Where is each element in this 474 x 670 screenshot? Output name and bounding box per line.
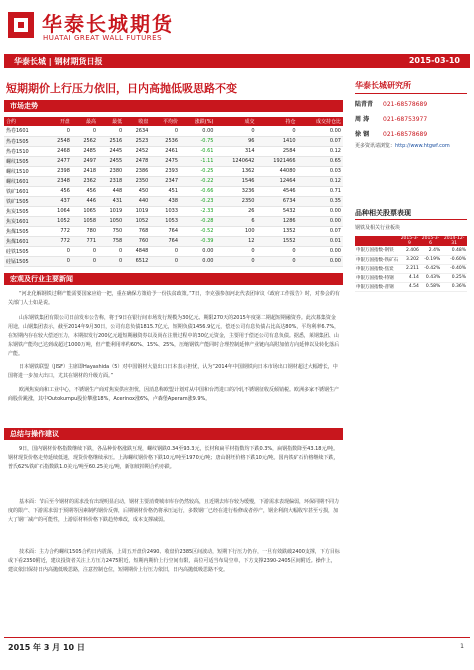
- table-cell: 2468: [46, 146, 72, 156]
- table-cell: 2.4%: [420, 246, 441, 255]
- table-cell: 437: [46, 196, 72, 206]
- column-header: 2015-3-6: [421, 236, 440, 246]
- contact-3: [355, 129, 427, 138]
- table-cell: 2348: [46, 176, 72, 186]
- table-cell: 3.202: [399, 255, 420, 264]
- table-cell: 1064: [46, 206, 72, 216]
- table-cell: 12: [215, 236, 256, 246]
- table-cell: 2418: [72, 166, 98, 176]
- contact-phone: 021-68753977: [383, 116, 428, 123]
- column-header: 2015-3-9: [400, 236, 419, 246]
- footer-divider: [4, 637, 470, 638]
- table-cell: 2475: [150, 156, 180, 166]
- more-label: 更多资讯请浏览：: [355, 143, 396, 149]
- table-cell: 2393: [150, 166, 180, 176]
- table-cell: 2398: [46, 166, 72, 176]
- stocks-table: [355, 236, 467, 292]
- table-cell: 2634: [124, 126, 150, 136]
- table-cell: -0.28: [180, 216, 215, 226]
- table-cell: 44080: [257, 166, 298, 176]
- table-cell: 0.07: [298, 226, 343, 236]
- table-cell: 0.00: [298, 256, 343, 266]
- stocks-subtitle: 钢铁及相关行业板块: [355, 225, 401, 231]
- table-cell: 1352: [257, 226, 298, 236]
- table-cell: 2548: [46, 136, 72, 146]
- section-summary: 总结与操作建议: [4, 428, 343, 440]
- table-cell: 1552: [257, 236, 298, 246]
- table-cell: 780: [72, 226, 98, 236]
- table-cell: 0: [72, 126, 98, 136]
- table-cell: 0.00: [180, 126, 215, 136]
- contact-name: 徐 钢: [355, 131, 370, 138]
- table-cell: 6512: [124, 256, 150, 266]
- table-cell: 0.43%: [420, 273, 441, 282]
- table-cell: 448: [98, 186, 124, 196]
- news-paragraph-4: 欧洲焦炭商和工业中心，不锈钢生产商对焦炭供应担忧，因消息称欧盟计划对从中国和台湾进口的冷轧不锈钢征收反倾销税。欧洲多家不锈钢生产商股价跳涨，其中Outokumpu股价攀涨18%，Acerinox涨6%，卢森堡Aperam涨9.9%。: [8, 387, 340, 402]
- table-cell: -0.75: [180, 136, 215, 146]
- table-cell: 2350: [215, 196, 256, 206]
- table-cell: -0.66: [180, 186, 215, 196]
- table-cell: 热卷1510: [4, 146, 46, 156]
- table-cell: 0.58%: [420, 282, 441, 291]
- table-cell: 451: [150, 186, 180, 196]
- table-cell: 1286: [257, 216, 298, 226]
- table-cell: -1.11: [180, 156, 215, 166]
- table-row: [4, 236, 343, 246]
- column-header: 最低: [98, 117, 124, 126]
- contact-1: [355, 99, 427, 108]
- table-cell: 0.00: [298, 246, 343, 256]
- table-row: [4, 156, 343, 166]
- table-cell: 0.03: [298, 166, 343, 176]
- table-row: [4, 256, 343, 266]
- table-cell: 0.00: [298, 206, 343, 216]
- table-cell: 456: [72, 186, 98, 196]
- contact-phone: 021-68578689: [383, 101, 428, 108]
- table-cell: 申银万国指数-特钢: [355, 273, 399, 282]
- table-cell: 3236: [215, 186, 256, 196]
- table-cell: 螺纹1510: [4, 166, 46, 176]
- table-cell: 焦炭1505: [4, 206, 46, 216]
- website-link[interactable]: http://www.htgwf.com: [395, 143, 450, 149]
- table-cell: 0: [46, 256, 72, 266]
- table-cell: 1410: [257, 136, 298, 146]
- column-header: 开盘: [46, 117, 72, 126]
- divider: [355, 93, 467, 94]
- table-cell: 2.406: [399, 246, 420, 255]
- table-cell: 2380: [98, 166, 124, 176]
- table-cell: 0: [257, 126, 298, 136]
- table-cell: 1050: [98, 216, 124, 226]
- table-cell: 2452: [124, 146, 150, 156]
- table-cell: 2350: [124, 176, 150, 186]
- table-cell: 硅铁1505: [4, 246, 46, 256]
- table-row: [4, 176, 343, 186]
- table-cell: 1053: [150, 216, 180, 226]
- table-cell: 0: [257, 246, 298, 256]
- brand-name-cn: 华泰长城期货: [42, 12, 174, 36]
- table-cell: 450: [124, 186, 150, 196]
- table-row: [355, 246, 467, 255]
- table-cell: 螺纹1505: [4, 156, 46, 166]
- table-cell: 0: [215, 246, 256, 256]
- table-cell: 456: [46, 186, 72, 196]
- table-cell: -2.33: [180, 206, 215, 216]
- table-cell: 768: [124, 226, 150, 236]
- column-header: 涨跌(%): [180, 117, 215, 126]
- section-market: 市场走势: [4, 100, 343, 112]
- column-header: 合约: [4, 117, 46, 126]
- table-cell: 2347: [150, 176, 180, 186]
- table-cell: 2461: [150, 146, 180, 156]
- table-cell: 4.14: [399, 273, 420, 282]
- table-cell: 0.36%: [441, 282, 467, 291]
- table-cell: 0.25%: [441, 273, 467, 282]
- table-cell: 0: [72, 256, 98, 266]
- table-cell: 2478: [124, 156, 150, 166]
- table-cell: 1019: [98, 206, 124, 216]
- summary-paragraph-3: 技术面：主力合约螺纹1505合约日内震荡，上周五开盘价2490、收盘价2385区间波动，短期下行压力仍存，一旦有效跌破2400支撑，下方目标或下看2350附近，建议投资者关注上方压力2475附近，短期内期价上行空间有限，高位可适当布局空单，下方支撑2390-2405区间附近。操作上，建议依旧保持日内高抛低吸思路，注意控制仓位，短期期价上行压力依旧，日内高抛低吸思路不变。: [8, 549, 340, 573]
- table-cell: 760: [124, 236, 150, 246]
- table-cell: 750: [98, 226, 124, 236]
- table-cell: 1065: [72, 206, 98, 216]
- table-row: [4, 146, 343, 156]
- table-cell: 螺纹1601: [4, 176, 46, 186]
- page-number: 1: [460, 643, 464, 650]
- table-cell: 0: [46, 246, 72, 256]
- table-cell: 2584: [257, 146, 298, 156]
- more-info: [355, 142, 450, 149]
- company-logo-icon: [8, 12, 34, 38]
- column-header: 2014-12-31: [441, 236, 467, 246]
- table-cell: 0.00: [180, 256, 215, 266]
- table-cell: 0: [46, 126, 72, 136]
- column-header: 最高: [72, 117, 98, 126]
- table-cell: 0.35: [298, 196, 343, 206]
- table-cell: 0: [98, 126, 124, 136]
- table-cell: 1362: [215, 166, 256, 176]
- table-cell: 2362: [72, 176, 98, 186]
- table-cell: 0: [215, 126, 256, 136]
- table-cell: 2536: [150, 136, 180, 146]
- report-header: [0, 0, 474, 52]
- table-cell: 0: [98, 246, 124, 256]
- table-cell: 758: [98, 236, 124, 246]
- report-date: 2015-03-10: [408, 56, 460, 65]
- table-cell: 硅锰1505: [4, 256, 46, 266]
- section-news: 宏观及行业主要新闻: [4, 273, 343, 285]
- report-type: 华泰长城 | 钢材期货日报: [14, 57, 103, 66]
- table-cell: -0.40%: [441, 264, 467, 273]
- table-cell: 6734: [257, 196, 298, 206]
- table-row: [4, 126, 343, 136]
- table-cell: 2318: [98, 176, 124, 186]
- table-cell: 0: [150, 246, 180, 256]
- table-row: [355, 273, 467, 282]
- table-cell: 4546: [257, 186, 298, 196]
- column-header: 收盘: [124, 117, 150, 126]
- table-cell: 2445: [98, 146, 124, 156]
- summary-paragraph-2: 基本面：节后至今钢材的需求没有出现明显启动，钢材主要消费城市库存仍然较高，且近期去库存较为缓慢，下游需求表现偏弱，环保同期不同力度的限产、下游需求弱于预期等因素制约钢价反弹，后期钢材价格仍将承压运行，多数钢厂已经在进行检修或者停产，钢企利润大幅收窄甚至亏损，加大了钢厂减产的可能性，上游原材料价格下跌趋势难改，成本支撑减弱。: [8, 499, 340, 523]
- table-header-row: [4, 117, 343, 126]
- table-cell: 0: [72, 246, 98, 256]
- column-header: 成交: [215, 117, 256, 126]
- table-cell: 0.71: [298, 186, 343, 196]
- table-cell: 0: [98, 256, 124, 266]
- table-cell: -0.25: [180, 166, 215, 176]
- table-cell: 772: [46, 226, 72, 236]
- brand-name-en: HUATAI GREAT WALL FUTURES: [43, 34, 163, 42]
- table-cell: 446: [72, 196, 98, 206]
- table-cell: 440: [124, 196, 150, 206]
- table-cell: 2562: [72, 136, 98, 146]
- contact-2: [355, 114, 427, 123]
- table-cell: 0.65: [298, 156, 343, 166]
- table-cell: 0: [150, 256, 180, 266]
- table-cell: 1033: [150, 206, 180, 216]
- table-cell: 1052: [46, 216, 72, 226]
- table-cell: 0.00: [298, 216, 343, 226]
- table-cell: 0.00: [298, 126, 343, 136]
- table-cell: 0: [257, 256, 298, 266]
- table-row: [4, 206, 343, 216]
- table-cell: -0.22: [180, 176, 215, 186]
- table-row: [355, 255, 467, 264]
- table-cell: 0: [215, 256, 256, 266]
- table-cell: 764: [150, 236, 180, 246]
- news-paragraph-3: 日本钢铁联盟（JISF）主席即Hayashida（5）对中国钢材大量出口日本表示担忧，认为“2014年中国钢铁向日本市场出口钢材超过大幅增长，中国将进一步加大出口，尤其在钢材的升级方面。”: [8, 364, 338, 379]
- column-header: 成交持仓比: [298, 117, 343, 126]
- table-row: [4, 166, 343, 176]
- table-cell: 26: [215, 206, 256, 216]
- table-cell: 申银万国指数-铁矿石: [355, 255, 399, 264]
- table-row: [4, 186, 343, 196]
- table-cell: 热卷1505: [4, 136, 46, 146]
- table-cell: -0.52: [180, 226, 215, 236]
- table-cell: 申银万国指数-焦炭: [355, 264, 399, 273]
- column-header: 持仓: [257, 117, 298, 126]
- table-cell: 771: [72, 236, 98, 246]
- table-cell: 96: [215, 136, 256, 146]
- table-cell: 0.07: [298, 136, 343, 146]
- table-cell: 0.12: [298, 176, 343, 186]
- table-cell: 申银万国指数-钢铁: [355, 246, 399, 255]
- table-cell: 焦煤1505: [4, 226, 46, 236]
- table-row: [4, 226, 343, 236]
- table-cell: 314: [215, 146, 256, 156]
- table-cell: 2523: [124, 136, 150, 146]
- table-cell: 1546: [215, 176, 256, 186]
- table-cell: -0.42%: [420, 264, 441, 273]
- table-cell: 2485: [72, 146, 98, 156]
- divider: [355, 219, 467, 220]
- table-cell: 2516: [98, 136, 124, 146]
- table-cell: -0.19%: [420, 255, 441, 264]
- table-row: [4, 246, 343, 256]
- table-cell: 1240642: [215, 156, 256, 166]
- contact-name: 陆青青: [355, 101, 374, 108]
- table-row: [355, 264, 467, 273]
- table-cell: 0.01: [298, 236, 343, 246]
- summary-paragraph-1: 9日，国内钢材价格指数继续下跌，各品种价格涨跌互现，螺纹钢跌0.34至93.3元，长材和扁平材指数均下跌0.3%，扁钢指数降至43.18元/吨。钢材现货价格走势延续低迷，现货价格继续承压。上海螺纹钢价格下跌10元/吨至1970元/吨；唐山钢坯价格下跌10元/吨。国内铁矿石价格继续下跌，普氏62%铁矿石指数跌1.0美元/吨至60.25美元/吨，新加坡掉期合约亦跌。: [8, 446, 339, 470]
- table-cell: 0.00: [180, 246, 215, 256]
- table-cell: -0.61: [180, 146, 215, 156]
- table-cell: 764: [150, 226, 180, 236]
- table-cell: 0: [150, 126, 180, 136]
- table-cell: 438: [150, 196, 180, 206]
- table-cell: 焦炭1601: [4, 216, 46, 226]
- report-bar: [4, 54, 470, 68]
- table-cell: 2455: [98, 156, 124, 166]
- contact-name: 周 涛: [355, 116, 370, 123]
- stocks-title: 品种相关股票表现: [355, 209, 411, 217]
- table-cell: -0.60%: [441, 255, 467, 264]
- table-cell: 1058: [72, 216, 98, 226]
- table-cell: 5432: [257, 206, 298, 216]
- table-cell: 1052: [124, 216, 150, 226]
- news-paragraph-1: “河北化解钢铁过剩产能需要国家应给一把，重在确保方策给予一份扶贫政策。”7日，李克强参加河北代表团审议《政府工作报告》时，对参会的有关部门人士如是说。: [8, 291, 340, 306]
- table-cell: 12464: [257, 176, 298, 186]
- report-title: 短期期价上行压力依旧，日内高抛低吸思路不变: [6, 82, 237, 95]
- contact-phone: 021-68578689: [383, 131, 428, 138]
- table-cell: 1019: [124, 206, 150, 216]
- footer-date: 2015 年 3 月 10 日: [8, 643, 85, 652]
- table-cell: 431: [98, 196, 124, 206]
- table-row: [4, 196, 343, 206]
- table-cell: 2386: [124, 166, 150, 176]
- stocks-header-row: [355, 236, 467, 246]
- table-cell: 2497: [72, 156, 98, 166]
- table-cell: 申银万国指数-普钢: [355, 282, 399, 291]
- table-cell: 铁矿1601: [4, 186, 46, 196]
- table-cell: 2477: [46, 156, 72, 166]
- table-cell: 铁矿1505: [4, 196, 46, 206]
- table-cell: 772: [46, 236, 72, 246]
- table-cell: 热卷1601: [4, 126, 46, 136]
- table-row: [355, 282, 467, 291]
- market-table: [4, 117, 343, 267]
- table-cell: 0.12: [298, 146, 343, 156]
- column-header: 平均价: [150, 117, 180, 126]
- column-header: [355, 236, 399, 246]
- table-cell: 0.48%: [441, 246, 467, 255]
- table-row: [4, 216, 343, 226]
- table-row: [4, 136, 343, 146]
- table-cell: -0.23: [180, 196, 215, 206]
- table-cell: 2.211: [399, 264, 420, 273]
- table-cell: 焦煤1601: [4, 236, 46, 246]
- table-cell: 4.54: [399, 282, 420, 291]
- table-cell: -0.39: [180, 236, 215, 246]
- news-paragraph-2: 山东钢铁集团有限公司日前发布公告称，将于9日在银行间市场发行规模为30亿元、期限270天的2015年度第二期超短期融资券。此次募集资金用途，山钢集团表示，截至2014年9月30日，公司有息负债1815.7亿元，短期负债1456.9亿元，偿还公司有息负债占比高达80%，平均利率6.7%，在短期内存在较大偿还压力，本期拟发行200亿元超短期融资券以及尚在注册过程中的30亿元资金，主要用于偿还公司有息负债。据悉，莱钢集团、山东钢铁产能均已达到或超过1000万吨，但产能利用率约60%、15%、25%，压缩钢铁产能同时合理控制延伸产业链向高附加值方向延伸以及转化落后产能。: [8, 315, 340, 357]
- table-cell: 100: [215, 226, 256, 236]
- table-cell: 6: [215, 216, 256, 226]
- table-cell: 4848: [124, 246, 150, 256]
- research-org: 华泰长城研究所: [355, 81, 411, 90]
- table-cell: 1921466: [257, 156, 298, 166]
